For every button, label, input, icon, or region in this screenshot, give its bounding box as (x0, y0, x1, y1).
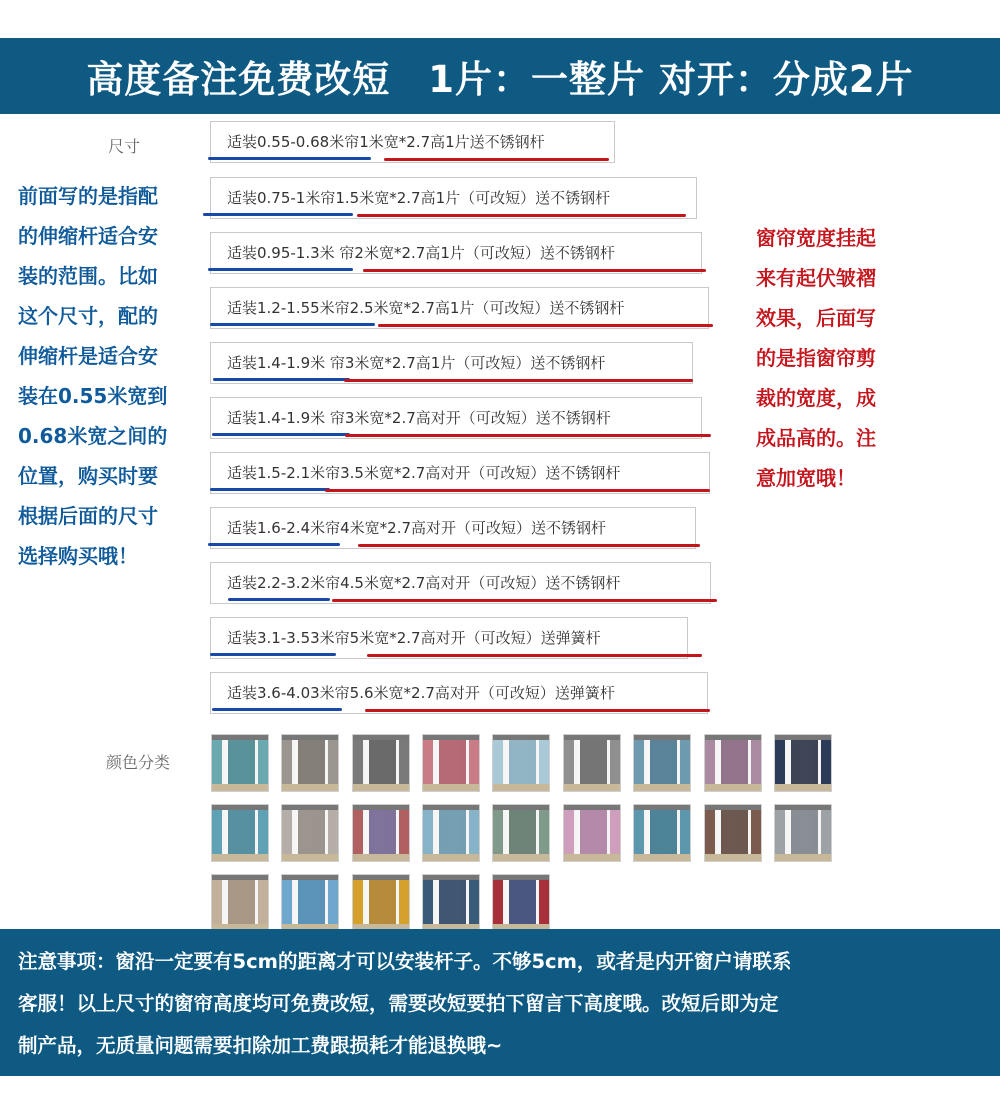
swatch-pattern (580, 740, 589, 784)
color-swatch[interactable] (633, 734, 691, 792)
swatch-pattern (387, 740, 396, 784)
swatch-pattern (791, 810, 800, 854)
right-annotation-line: 窗帘宽度挂起 (756, 226, 876, 250)
header-banner (0, 38, 1000, 114)
swatch-pattern (246, 810, 255, 854)
swatch-pattern (730, 810, 739, 854)
swatch-pattern (457, 880, 466, 924)
size-option[interactable]: 适装1.6-2.4米帘4米宽*2.7高对开（可改短）送不锈钢杆 (210, 507, 696, 549)
swatch-pattern (589, 740, 598, 784)
swatch-pattern (448, 880, 457, 924)
color-swatch[interactable] (422, 804, 480, 862)
notice-line: 制产品，无质量问题需要扣除加工费跟损耗才能退换哦~ (18, 1034, 503, 1057)
swatch-pattern (659, 740, 668, 784)
width-underline (344, 379, 693, 382)
swatch-pattern (237, 880, 246, 924)
color-label: 颜色分类 (106, 753, 171, 772)
swatch-pattern (298, 880, 307, 924)
range-underline (228, 598, 330, 601)
swatch-pattern (316, 880, 325, 924)
swatch-pattern (518, 740, 527, 784)
color-swatch[interactable] (281, 874, 339, 932)
left-annotation-line: 根据后面的尺寸 (18, 504, 158, 528)
swatch-pattern (298, 740, 307, 784)
banner-title: 高度备注免费改短 1片：一整片 对开：分成2片 (86, 58, 914, 101)
color-swatch[interactable] (211, 734, 269, 792)
range-underline (208, 157, 371, 160)
size-option[interactable]: 适装1.2-1.55米帘2.5米宽*2.7高1片（可改短）送不锈钢杆 (210, 287, 709, 329)
swatch-pattern (369, 810, 378, 854)
swatch-pattern (650, 810, 659, 854)
width-underline (365, 709, 710, 712)
size-option[interactable]: 适装1.4-1.9米 帘3米宽*2.7高1片（可改短）送不锈钢杆 (210, 342, 693, 384)
swatch-pattern (316, 740, 325, 784)
swatch-pattern (598, 810, 607, 854)
swatch-pattern (457, 810, 466, 854)
swatch-pattern (448, 810, 457, 854)
color-swatch[interactable] (563, 804, 621, 862)
width-underline (367, 654, 702, 657)
width-underline (332, 599, 717, 602)
width-underline (357, 214, 686, 217)
swatch-pattern (457, 740, 466, 784)
size-option[interactable]: 适装1.4-1.9米 帘3米宽*2.7高对开（可改短）送不锈钢杆 (210, 397, 702, 439)
swatch-pattern (307, 880, 316, 924)
left-annotation-line: 位置，购买时要 (18, 464, 158, 488)
color-swatch[interactable] (352, 874, 410, 932)
range-underline (210, 323, 375, 326)
width-underline (384, 158, 609, 161)
color-swatch[interactable] (563, 734, 621, 792)
swatch-pattern (307, 810, 316, 854)
left-annotation-line: 选择购买哦！ (18, 544, 138, 568)
range-underline (210, 653, 336, 656)
swatch-pattern (800, 810, 809, 854)
color-swatch[interactable] (704, 804, 762, 862)
swatch-pattern (387, 810, 396, 854)
size-option[interactable]: 适装0.95-1.3米 帘2米宽*2.7高1片（可改短）送不锈钢杆 (210, 232, 702, 274)
swatch-pattern (509, 740, 518, 784)
swatch-pattern (378, 810, 387, 854)
swatch-pattern (378, 880, 387, 924)
left-annotation-line: 0.68米宽之间的 (18, 424, 168, 448)
color-swatch[interactable] (774, 734, 832, 792)
color-swatch[interactable] (422, 734, 480, 792)
left-annotation-line: 的伸缩杆适合安 (18, 224, 158, 248)
swatch-pattern (589, 810, 598, 854)
color-swatch[interactable] (211, 804, 269, 862)
right-annotation-line: 来有起伏皱褶 (756, 266, 876, 290)
color-swatch[interactable] (281, 734, 339, 792)
swatch-pattern (791, 740, 800, 784)
left-annotation-line: 装的范围。比如 (18, 264, 158, 288)
swatch-pattern (509, 880, 518, 924)
notice-footer (0, 929, 1000, 1076)
swatch-pattern (439, 810, 448, 854)
color-swatch[interactable] (352, 734, 410, 792)
swatch-pattern (448, 740, 457, 784)
color-swatch[interactable] (492, 804, 550, 862)
swatch-pattern (580, 810, 589, 854)
size-option[interactable]: 适装3.1-3.53米帘5米宽*2.7高对开（可改短）送弹簧杆 (210, 617, 688, 659)
right-annotation-line: 的是指窗帘剪 (756, 346, 876, 370)
color-swatch[interactable] (633, 804, 691, 862)
swatch-pattern (527, 880, 536, 924)
swatch-pattern (387, 880, 396, 924)
color-swatch[interactable] (492, 874, 550, 932)
swatch-pattern (316, 810, 325, 854)
swatch-pattern (809, 740, 818, 784)
left-annotation-line: 这个尺寸，配的 (18, 304, 158, 328)
range-underline (203, 213, 353, 216)
swatch-pattern (246, 740, 255, 784)
swatch-pattern (598, 740, 607, 784)
range-underline (208, 268, 353, 271)
width-underline (378, 324, 713, 327)
swatch-pattern (800, 740, 809, 784)
left-annotation-line: 装在0.55米宽到 (18, 384, 168, 408)
right-annotation-line: 裁的宽度，成 (756, 386, 876, 410)
swatch-pattern (809, 810, 818, 854)
size-option[interactable]: 适装3.6-4.03米帘5.6米宽*2.7高对开（可改短）送弹簧杆 (210, 672, 708, 714)
right-annotation (756, 218, 916, 498)
swatch-pattern (237, 740, 246, 784)
range-underline (212, 708, 342, 711)
size-option[interactable]: 适装0.75-1米帘1.5米宽*2.7高1片（可改短）送不锈钢杆 (210, 177, 697, 219)
width-underline (358, 544, 700, 547)
swatch-pattern (439, 880, 448, 924)
right-annotation-line: 成品高的。注 (756, 426, 876, 450)
swatch-pattern (730, 740, 739, 784)
color-swatch[interactable] (704, 734, 762, 792)
notice-line: 客服！以上尺寸的窗帘高度均可免费改短，需要改短要拍下留言下高度哦。改短后即为定 (18, 992, 779, 1015)
swatch-pattern (237, 810, 246, 854)
range-underline (212, 433, 350, 436)
swatch-pattern (668, 810, 677, 854)
swatch-pattern (228, 740, 237, 784)
color-swatch[interactable] (281, 804, 339, 862)
swatch-pattern (307, 740, 316, 784)
left-annotation-line: 伸缩杆是适合安 (18, 344, 158, 368)
notice-line: 注意事项：窗沿一定要有5cm的距离才可以安装杆子。不够5cm，或者是内开窗户请联系 (18, 950, 792, 973)
swatch-pattern (650, 740, 659, 784)
swatch-pattern (298, 810, 307, 854)
range-underline (213, 378, 350, 381)
swatch-pattern (668, 740, 677, 784)
size-label: 尺寸 (108, 137, 141, 156)
color-swatch[interactable] (422, 874, 480, 932)
swatch-pattern (228, 810, 237, 854)
size-option[interactable]: 适装1.5-2.1米帘3.5米宽*2.7高对开（可改短）送不锈钢杆 (210, 452, 710, 494)
left-annotation-line: 前面写的是指配 (18, 184, 158, 208)
color-swatch[interactable] (352, 804, 410, 862)
size-option[interactable]: 适装2.2-3.2米帘4.5米宽*2.7高对开（可改短）送不锈钢杆 (210, 562, 711, 604)
swatch-pattern (721, 740, 730, 784)
range-underline (208, 543, 340, 546)
swatch-pattern (369, 740, 378, 784)
swatch-pattern (518, 810, 527, 854)
swatch-pattern (721, 810, 730, 854)
width-underline (325, 489, 710, 492)
swatch-pattern (527, 810, 536, 854)
color-swatch[interactable] (774, 804, 832, 862)
swatch-pattern (659, 810, 668, 854)
swatch-pattern (739, 810, 748, 854)
swatch-pattern (369, 880, 378, 924)
swatch-pattern (518, 880, 527, 924)
left-annotation (18, 176, 194, 576)
range-underline (210, 488, 330, 491)
width-underline (345, 434, 711, 437)
right-annotation-line: 效果，后面写 (756, 306, 876, 330)
swatch-pattern (378, 740, 387, 784)
right-annotation-line: 意加宽哦！ (756, 466, 856, 490)
color-swatch[interactable] (211, 874, 269, 932)
width-underline (363, 269, 706, 272)
swatch-pattern (439, 740, 448, 784)
swatch-pattern (527, 740, 536, 784)
swatch-pattern (246, 880, 255, 924)
swatch-pattern (509, 810, 518, 854)
swatch-pattern (739, 740, 748, 784)
swatch-pattern (228, 880, 237, 924)
size-option[interactable]: 适装0.55-0.68米帘1米宽*2.7高1片送不锈钢杆 (210, 121, 615, 163)
color-swatch[interactable] (492, 734, 550, 792)
